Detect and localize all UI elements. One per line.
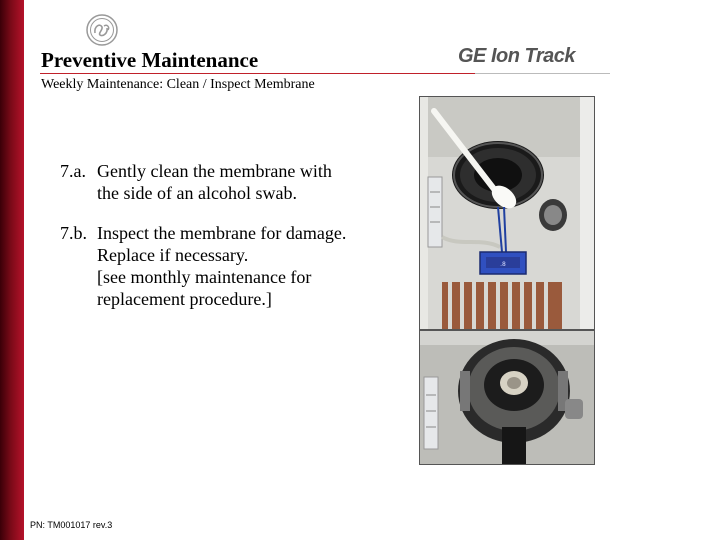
step-7b [60,222,400,310]
part-number-footer: PN: TM001017 rev.3 [30,520,113,530]
title-divider [40,73,475,74]
step-7a [60,160,400,204]
connector-label: .8 [500,261,506,268]
photo-membrane-inspection [419,330,595,465]
ge-monogram-icon [86,14,118,46]
page-title: Preventive Maintenance [41,48,259,72]
step-text-line: Replace if necessary. [97,245,249,265]
step-text-line: Gently clean the membrane with [97,161,332,181]
step-text-line: Inspect the membrane for damage. [97,223,347,243]
step-number: 7.b. [60,223,87,243]
step-text-line: [see monthly maintenance for [97,267,312,287]
step-number: 7.a. [60,161,86,181]
step-list [60,160,400,328]
brand-divider [475,73,610,74]
page-subtitle: Weekly Maintenance: Clean / Inspect Membrane [41,77,315,92]
step-text-line: replacement procedure.] [97,289,272,309]
brand-logo-text: GE Ion Track [458,45,576,67]
step-text-line: the side of an alcohol swab. [97,183,297,203]
left-accent-bar [0,0,24,540]
photo-swab-cleaning [419,96,595,330]
